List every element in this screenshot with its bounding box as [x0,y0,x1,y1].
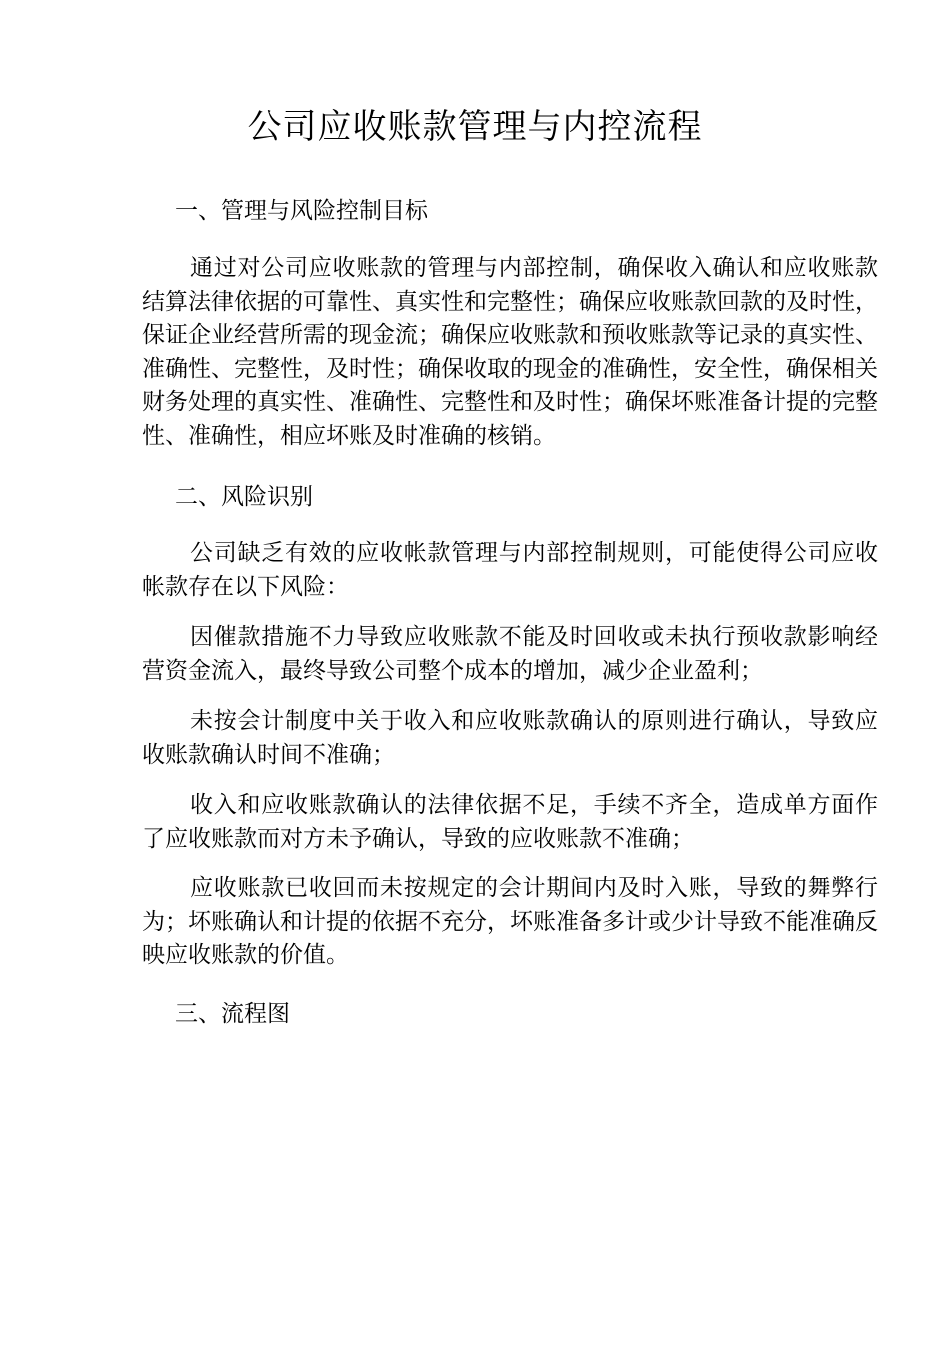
paragraph-risk-legal-basis: 收入和应收账款确认的法律依据不足，手续不齐全，造成单方面作了应收账款而对方未予确认，导致的应收账款不准确； [142,792,878,852]
section-heading-objectives: 一、管理与风险控制目标 [175,198,428,224]
section-heading-risk-identification: 二、风险识别 [175,484,313,510]
paragraph-risk-collection: 因催款措施不力导致应收账款不能及时回收或未执行预收款影响经营资金流入，最终导致公司整个成本的增加，减少企业盈利； [142,624,878,684]
page-title: 公司应收账款管理与内控流程 [247,107,703,147]
section-heading-flowchart: 三、流程图 [175,1001,290,1027]
paragraph-risk-intro: 公司缺乏有效的应收帐款管理与内部控制规则，可能使得公司应收帐款存在以下风险： [142,540,878,600]
paragraph-risk-recognition-timing: 未按会计制度中关于收入和应收账款确认的原则进行确认，导致应收账款确认时间不准确； [142,708,878,768]
paragraph-objectives: 通过对公司应收账款的管理与内部控制，确保收入确认和应收账款结算法律依据的可靠性、真实性和完整性；确保应收账款回款的及时性，保证企业经营所需的现金流；确保应收账款和预收账款等记录的真实性、准确性、完整性，及时性；确保收取的现金的准确性，安全性，确保相关财务处理的真实性、准确性、完整性和及时性；确保坏账准备计提的完整性、准确性，相应坏账及时准确的核销。 [142,255,878,449]
paragraph-risk-recording-bad-debt: 应收账款已收回而未按规定的会计期间内及时入账，导致的舞弊行为；坏账确认和计提的依据不充分，坏账准备多计或少计导致不能准确反映应收账款的价值。 [142,875,878,969]
